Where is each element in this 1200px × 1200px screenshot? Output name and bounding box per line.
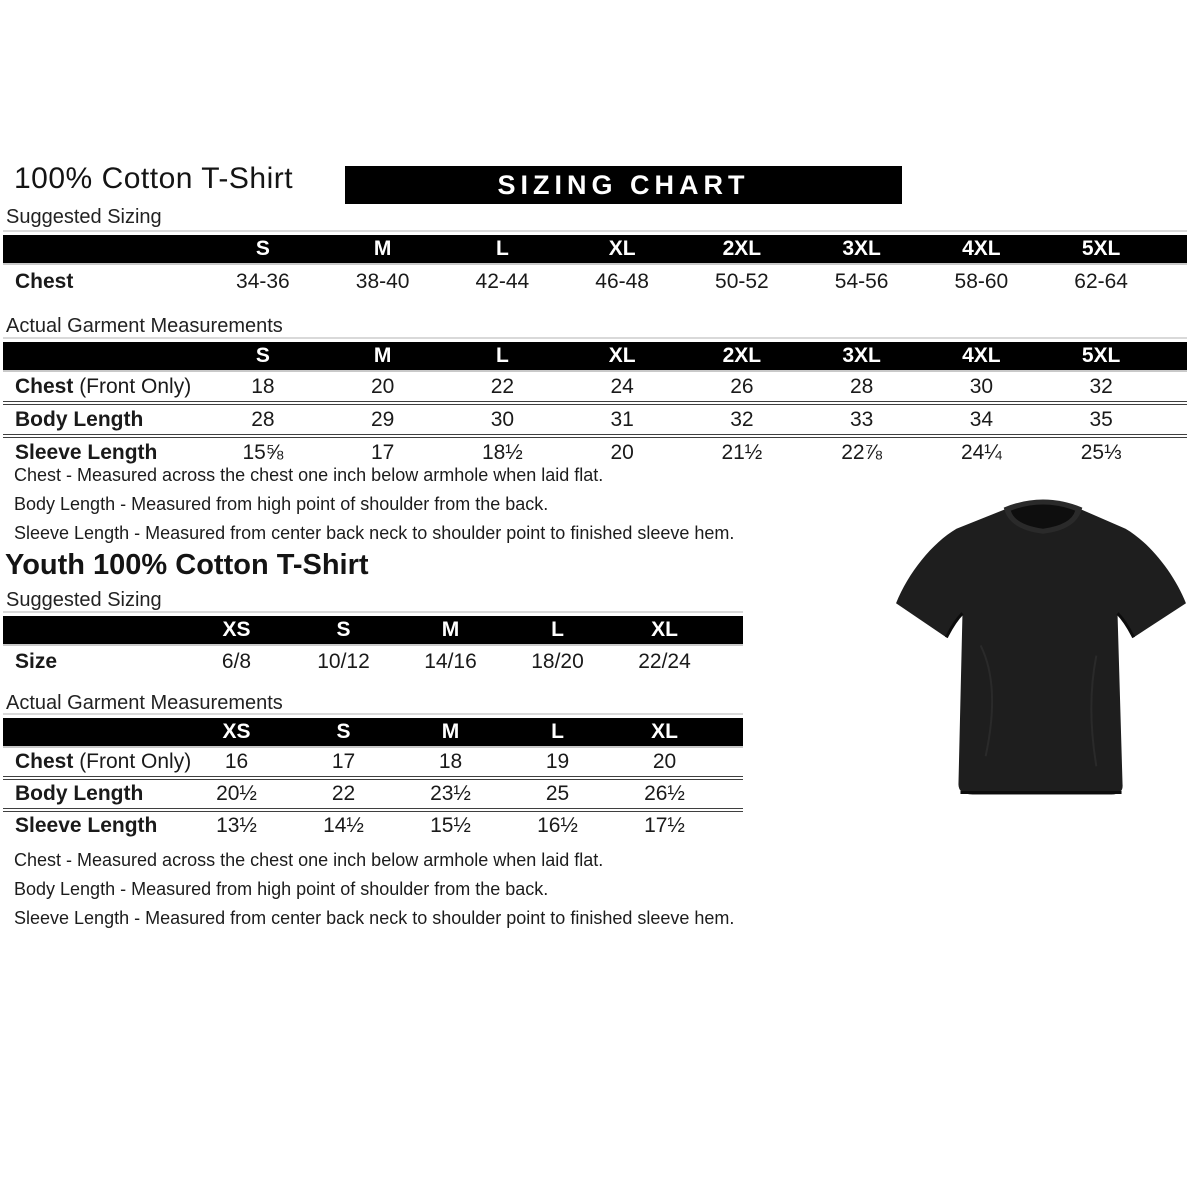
row-label: Body Length	[15, 782, 144, 805]
measurement-note: Chest - Measured across the chest one inch below armhole when laid flat.	[14, 850, 604, 870]
measurement-cell: 18	[251, 374, 275, 398]
youth-measurement-notes	[14, 846, 734, 933]
row-label: Chest (Front Only)	[15, 374, 192, 398]
table-header-row	[3, 235, 1187, 265]
measurement-cell: 6/8	[221, 650, 252, 673]
size-column-header: S	[336, 618, 351, 641]
measurement-cell: 25	[545, 782, 570, 805]
size-column-header: S	[336, 720, 351, 743]
measurement-cell: 33	[849, 407, 874, 431]
measurement-cell: 17	[370, 440, 395, 464]
measurement-cell: 15½	[430, 814, 471, 837]
size-column-header: 5XL	[1081, 237, 1121, 260]
measurement-cell: 29	[370, 407, 395, 431]
sizing-chart-banner	[345, 166, 902, 204]
size-column-header: 3XL	[842, 344, 881, 367]
measurement-cell: 18½	[481, 440, 523, 464]
size-column-header: L	[551, 618, 564, 641]
size-column-header: XS	[222, 618, 251, 641]
measurement-note: Body Length - Measured from high point of shoulder from the back.	[14, 879, 549, 899]
measurement-cell: 54-56	[834, 269, 889, 293]
measurement-note: Chest - Measured across the chest one inch below armhole when laid flat.	[14, 465, 604, 485]
measurement-cell: 58-60	[954, 269, 1009, 293]
measurement-cell: 17	[331, 750, 356, 773]
tshirt-graphic	[890, 494, 1192, 802]
measurement-cell: 21½	[721, 440, 763, 464]
measurement-cell: 30	[969, 374, 994, 398]
row-label: Chest	[15, 269, 74, 293]
size-column-header: M	[441, 618, 460, 641]
table-row	[3, 748, 743, 776]
measurement-cell: 25⅓	[1080, 440, 1122, 464]
size-column-header: S	[255, 344, 270, 367]
size-column-header: XL	[651, 720, 678, 743]
table-row	[3, 808, 743, 840]
measurement-cell: 42-44	[475, 269, 530, 293]
measurement-cell: 35	[1089, 407, 1113, 431]
row-label: Size	[15, 650, 58, 673]
table-row	[3, 401, 1187, 434]
measurement-cell: 20	[652, 750, 677, 773]
measurement-cell: 34-36	[236, 269, 290, 293]
size-column-header: 2XL	[722, 237, 762, 260]
size-column-header: 5XL	[1081, 344, 1121, 367]
size-column-header: M	[373, 237, 392, 260]
youth-suggested-sizing-label: Suggested Sizing	[6, 589, 162, 611]
measurement-cell: 22	[331, 782, 356, 805]
sizing-chart-banner-text: SIZING CHART	[497, 169, 750, 200]
measurement-cell: 24	[610, 374, 634, 398]
size-column-header: L	[495, 344, 509, 367]
size-column-header: M	[441, 720, 460, 743]
measurement-cell: 22/24	[638, 650, 691, 673]
measurement-cell: 13½	[216, 814, 257, 837]
measurement-cell: 19	[545, 750, 570, 773]
measurement-cell: 20	[610, 440, 634, 464]
measurement-cell: 62-64	[1074, 269, 1128, 293]
measurement-cell: 38-40	[355, 269, 410, 293]
size-column-header: XL	[608, 344, 636, 367]
size-column-header: XL	[608, 237, 636, 260]
adult-suggested-sizing-table	[3, 230, 1187, 298]
measurement-cell: 18/20	[531, 650, 584, 673]
measurement-cell: 10/12	[317, 650, 370, 673]
table-row	[3, 646, 743, 678]
size-column-header: 4XL	[962, 344, 1001, 367]
measurement-cell: 32	[1089, 374, 1113, 398]
adult-measurement-notes	[14, 461, 734, 548]
adult-actual-measurements-table	[3, 337, 1187, 467]
table-header-row	[3, 718, 743, 748]
row-label: Sleeve Length	[15, 440, 158, 464]
youth-suggested-sizing-table	[3, 611, 743, 678]
measurement-cell: 16½	[537, 814, 578, 837]
tshirt-image	[890, 494, 1192, 802]
measurement-cell: 14½	[323, 814, 364, 837]
adult-product-title: 100% Cotton T-Shirt	[14, 162, 294, 195]
measurement-cell: 22⅞	[841, 440, 883, 464]
youth-product-title: Youth 100% Cotton T-Shirt	[5, 549, 369, 581]
measurement-cell: 50-52	[715, 269, 769, 293]
size-column-header: M	[373, 344, 392, 367]
table-row	[3, 776, 743, 808]
size-column-header: 2XL	[722, 344, 762, 367]
measurement-cell: 28	[849, 374, 874, 398]
measurement-cell: 15⅝	[242, 440, 284, 464]
measurement-cell: 20	[370, 374, 395, 398]
measurement-note: Sleeve Length - Measured from center back neck to shoulder point to finished sleeve hem.	[14, 523, 735, 543]
size-column-header: 3XL	[842, 237, 881, 260]
table-header-row	[3, 342, 1187, 372]
measurement-cell: 20½	[216, 782, 257, 805]
size-column-header: L	[551, 720, 564, 743]
table-header-row	[3, 616, 743, 646]
measurement-cell: 17½	[644, 814, 685, 837]
measurement-cell: 16	[224, 750, 249, 773]
measurement-cell: 26	[730, 374, 754, 398]
youth-actual-measurements-table	[3, 713, 743, 840]
size-column-header: XL	[651, 618, 678, 641]
measurement-note: Sleeve Length - Measured from center back neck to shoulder point to finished sleeve hem.	[14, 908, 735, 928]
measurement-cell: 32	[730, 407, 754, 431]
measurement-cell: 24¼	[960, 440, 1002, 464]
size-column-header: XS	[222, 720, 251, 743]
measurement-cell: 30	[490, 407, 515, 431]
measurement-cell: 28	[251, 407, 275, 431]
measurement-cell: 14/16	[424, 650, 477, 673]
row-label: Chest (Front Only)	[15, 750, 192, 773]
measurement-cell: 23½	[430, 782, 471, 805]
youth-actual-measurements-label: Actual Garment Measurements	[6, 692, 283, 714]
measurement-cell: 26½	[644, 782, 685, 805]
size-column-header: 4XL	[962, 237, 1001, 260]
measurement-note: Body Length - Measured from high point of shoulder from the back.	[14, 494, 549, 514]
measurement-cell: 31	[610, 407, 634, 431]
adult-suggested-sizing-label: Suggested Sizing	[6, 206, 162, 228]
row-label: Body Length	[15, 407, 144, 431]
size-column-header: L	[495, 237, 509, 260]
adult-actual-measurements-label: Actual Garment Measurements	[6, 315, 283, 337]
table-row	[3, 265, 1187, 298]
row-label: Sleeve Length	[15, 814, 158, 837]
table-row	[3, 372, 1187, 401]
size-column-header: S	[255, 237, 270, 260]
measurement-cell: 34	[969, 407, 994, 431]
measurement-cell: 22	[490, 374, 515, 398]
measurement-cell: 46-48	[595, 269, 649, 293]
measurement-cell: 18	[438, 750, 463, 773]
